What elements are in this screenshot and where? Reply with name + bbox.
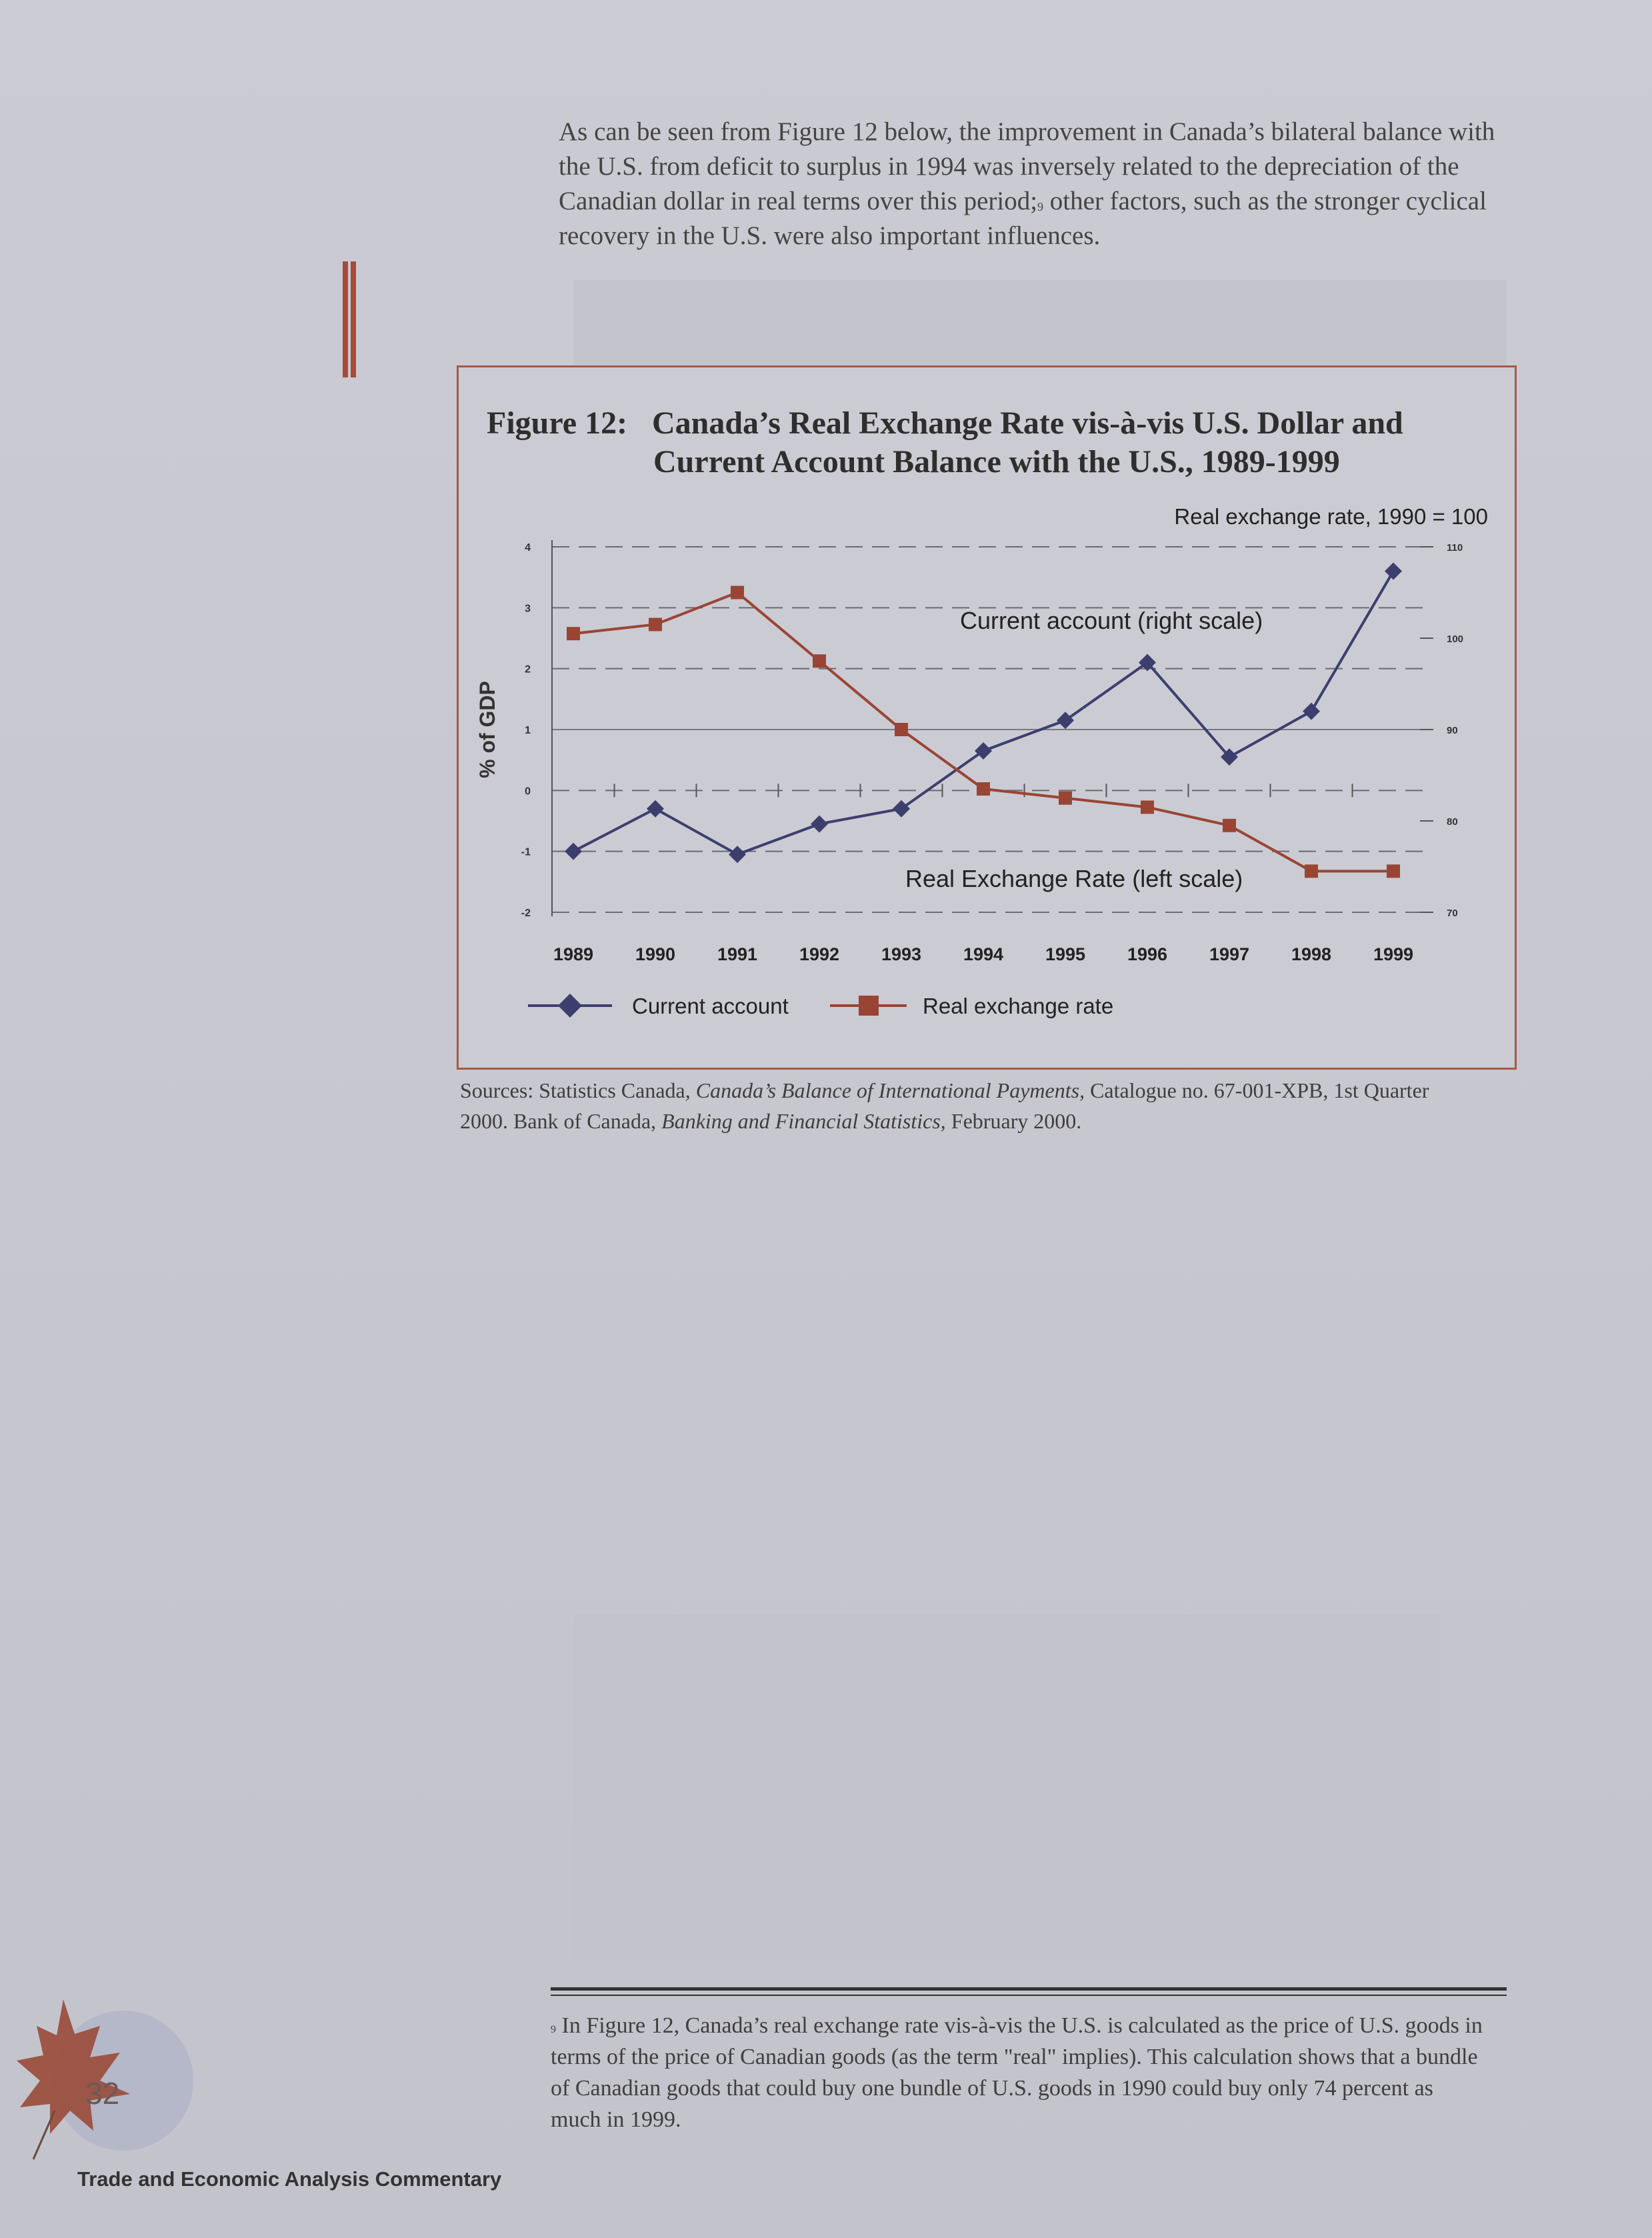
data-point: [731, 586, 744, 600]
data-point: [1385, 563, 1402, 580]
right-axis-tick-label: 80: [1447, 816, 1458, 828]
sources-middle: Catalogue no. 67-001-XPB, 1st Quarter 2000. Bank of Canada,: [460, 1078, 1429, 1133]
left-axis-tick-label: -2: [521, 908, 531, 919]
series-line: [573, 593, 1393, 872]
data-point: [895, 723, 908, 736]
data-point: [977, 782, 990, 796]
legend-label: Real exchange rate: [923, 994, 1114, 1018]
sources-publication-1: Canada’s Balance of International Payments,: [695, 1078, 1085, 1102]
footnote-text: In Figure 12, Canada’s real exchange rate vis-à-vis the U.S. is calculated as the price of U.S. goods in terms of the price of Canadian goods (as the term "real" implies). This calculation shows that a bundle of Canadian goods that could buy one bundle of U.S. goods in 1990 could buy only 74 percent as much in 1999.: [551, 2013, 1483, 2132]
x-axis-tick-label: 1989: [553, 944, 594, 964]
footer-title: Trade and Economic Analysis Commentary: [77, 2167, 502, 2191]
left-axis-tick-label: 4: [525, 542, 531, 553]
sources-label: Sources: Statistics Canada,: [460, 1078, 696, 1102]
left-axis-tick-label: 3: [525, 603, 531, 615]
footnote-divider: [551, 1987, 1507, 1991]
right-axis-label: Real exchange rate, 1990 = 100: [1174, 507, 1488, 529]
left-axis-label: % of GDP: [475, 681, 499, 778]
footnote-divider-thin: [551, 1995, 1507, 1996]
chart-annotation: Current account (right scale): [960, 607, 1263, 634]
footnote: [551, 2010, 1484, 2135]
data-point: [1387, 864, 1400, 878]
x-axis-tick-label: 1995: [1045, 944, 1086, 964]
intro-text-continued: other factors, such as the stronger cyclical recovery in the U.S. were also important influences.: [559, 187, 1487, 250]
line-chart: [467, 507, 1493, 1040]
x-axis-tick-label: 1997: [1209, 944, 1250, 964]
margin-rule: [343, 261, 348, 377]
x-axis-tick-label: 1994: [963, 944, 1004, 964]
footnote-marker: 9: [551, 2024, 556, 2035]
sources-end: February 2000.: [945, 1109, 1082, 1133]
figure-number: Figure 12:: [487, 405, 628, 441]
legend-marker: [859, 996, 879, 1016]
bleed-through-shadow: [573, 1614, 1440, 1961]
x-axis-tick-label: 1996: [1127, 944, 1168, 964]
left-axis-tick-label: 0: [525, 786, 531, 798]
data-point: [729, 846, 746, 863]
left-axis-tick-label: -1: [521, 846, 531, 858]
data-point: [647, 800, 664, 818]
right-axis-tick-label: 90: [1447, 725, 1458, 736]
data-point: [813, 654, 826, 668]
intro-paragraph: [559, 115, 1519, 253]
maple-leaf-globe-logo: [13, 1994, 227, 2167]
legend-label: Current account: [632, 994, 789, 1018]
x-axis-tick-label: 1999: [1373, 944, 1414, 964]
data-point: [1305, 864, 1318, 878]
figure-title-line-1: Canada’s Real Exchange Rate vis-à-vis U.S. Dollar and: [652, 405, 1403, 441]
data-point: [1223, 819, 1236, 832]
figure-sources: [460, 1075, 1460, 1136]
left-axis-tick-label: 2: [525, 664, 531, 676]
margin-rule: [351, 261, 356, 377]
data-point: [1303, 703, 1320, 720]
footnote-reference[interactable]: 9: [1037, 200, 1044, 213]
figure-title: [487, 404, 1500, 481]
data-point: [567, 627, 580, 640]
right-axis-tick-label: 100: [1447, 634, 1464, 645]
legend-marker: [558, 994, 582, 1018]
left-axis-tick-label: 1: [525, 725, 531, 736]
chart-annotation: Real Exchange Rate (left scale): [905, 865, 1243, 892]
data-point: [975, 742, 992, 760]
data-point: [1059, 792, 1072, 805]
data-point: [565, 843, 582, 860]
data-point: [1141, 800, 1154, 814]
figure-title-line-2: Current Account Balance with the U.S., 1989-1999: [653, 444, 1340, 479]
intro-text: As can be seen from Figure 12 below, the improvement in Canada’s bilateral balance with the U.S. from deficit to surplus in 1994 was inversely related to the depreciation of the Canadian dollar in real terms over this period;: [559, 117, 1495, 215]
x-axis-tick-label: 1991: [717, 944, 758, 964]
data-point: [811, 816, 828, 833]
data-point: [893, 800, 910, 818]
x-axis-tick-label: 1992: [799, 944, 840, 964]
page-number: 32: [85, 2076, 120, 2111]
data-point: [1057, 712, 1074, 729]
sources-publication-2: Banking and Financial Statistics,: [661, 1109, 946, 1133]
right-axis-tick-label: 110: [1447, 542, 1463, 553]
x-axis-tick-label: 1998: [1291, 944, 1332, 964]
data-point: [649, 618, 662, 631]
right-axis-tick-label: 70: [1447, 908, 1458, 919]
x-axis-tick-label: 1993: [881, 944, 922, 964]
x-axis-tick-label: 1990: [635, 944, 676, 964]
